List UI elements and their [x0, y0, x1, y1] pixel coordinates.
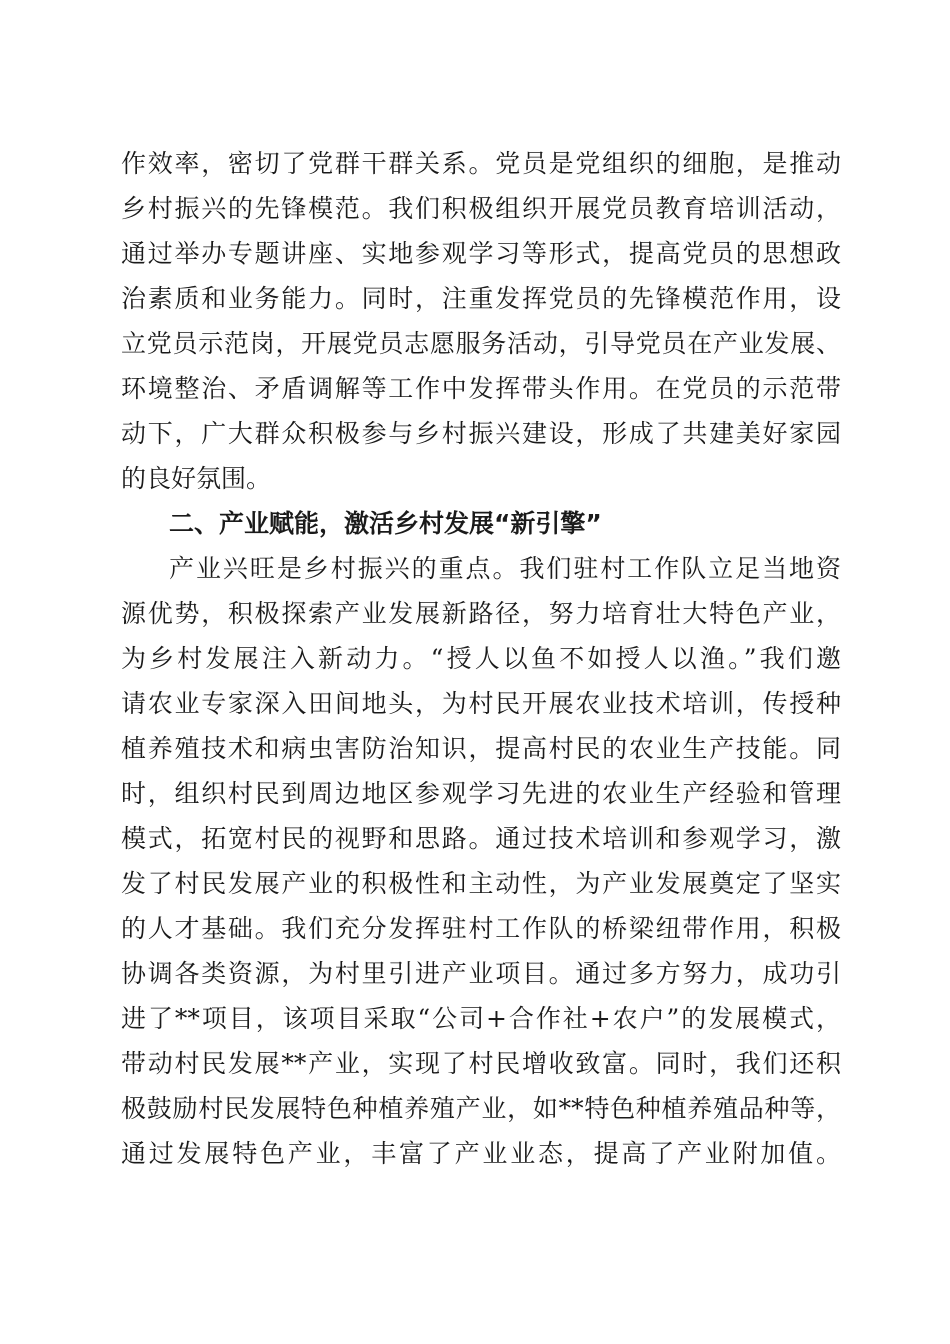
paragraph-line: 通过发展特色产业，丰富了产业业态，提高了产业附加值。: [121, 1139, 841, 1168]
paragraph-line: 治素质和业务能力。同时，注重发挥党员的先锋模范作用，设: [121, 284, 841, 313]
paragraph-line: 的良好氛围。: [121, 464, 272, 493]
paragraph-line: 源优势，积极探索产业发展新路径，努力培育壮大特色产业，: [121, 599, 841, 628]
paragraph-line: 产业兴旺是乡村振兴的重点。我们驻村工作队立足当地资: [169, 554, 841, 583]
paragraph-line: 发了村民发展产业的积极性和主动性，为产业发展奠定了坚实: [121, 869, 841, 898]
paragraph-line: 协调各类资源，为村里引进产业项目。通过多方努力，成功引: [121, 959, 841, 988]
paragraph-line: 为乡村发展注入新动力。“授人以鱼不如授人以渔。”我们邀: [121, 644, 841, 673]
paragraph-line: 植养殖技术和病虫害防治知识，提高村民的农业生产技能。同: [121, 734, 841, 763]
paragraph-line: 带动村民发展**产业，实现了村民增收致富。同时，我们还积: [121, 1049, 841, 1078]
paragraph-line: 立党员示范岗，开展党员志愿服务活动，引导党员在产业发展、: [121, 329, 841, 358]
section-heading: 二、产业赋能，激活乡村发展“新引擎”: [169, 509, 602, 538]
paragraph-line: 动下，广大群众积极参与乡村振兴建设，形成了共建美好家园: [121, 419, 841, 448]
paragraph-line: 模式，拓宽村民的视野和思路。通过技术培训和参观学习，激: [121, 824, 841, 853]
paragraph-line: 的人才基础。我们充分发挥驻村工作队的桥梁纽带作用，积极: [121, 914, 841, 943]
paragraph-line: 通过举办专题讲座、实地参观学习等形式，提高党员的思想政: [121, 239, 841, 268]
paragraph-line: 进了**项目，该项目采取“公司+合作社+农户”的发展模式，: [121, 1004, 841, 1033]
paragraph-line: 乡村振兴的先锋模范。我们积极组织开展党员教育培训活动，: [121, 194, 841, 223]
paragraph-line: 极鼓励村民发展特色种植养殖产业，如**特色种植养殖品种等，: [121, 1094, 841, 1123]
paragraph-line: 请农业专家深入田间地头，为村民开展农业技术培训，传授种: [121, 689, 841, 718]
paragraph-line: 作效率，密切了党群干群关系。党员是党组织的细胞，是推动: [121, 149, 841, 178]
paragraph-line: 时，组织村民到周边地区参观学习先进的农业生产经验和管理: [121, 779, 841, 808]
paragraph-line: 环境整治、矛盾调解等工作中发挥带头作用。在党员的示范带: [121, 374, 841, 403]
